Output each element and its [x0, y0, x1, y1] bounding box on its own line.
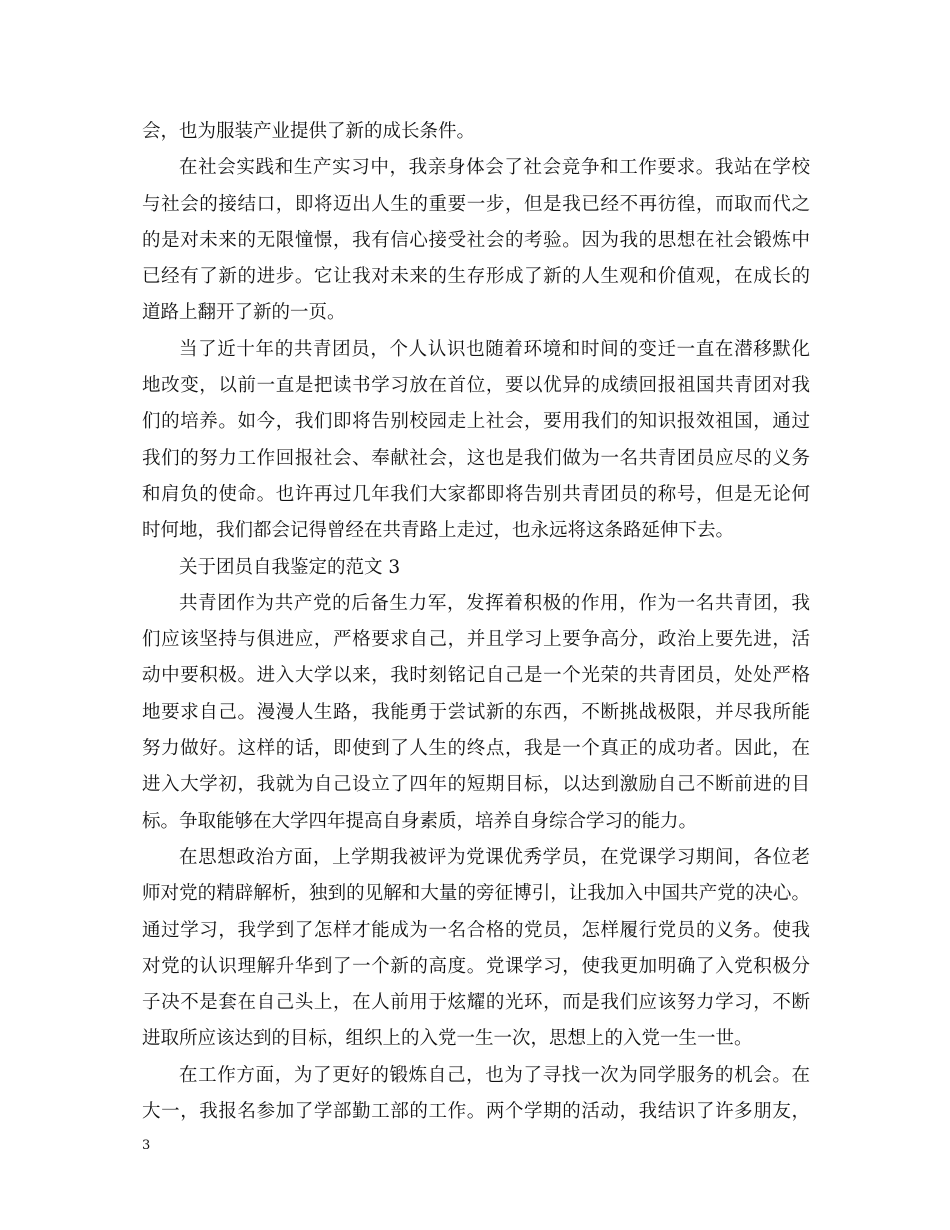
text-line: 的是对未来的无限憧憬，我有信心接受社会的考验。因为我的思想在社会锻炼中 — [142, 229, 810, 251]
paragraph-first-line: 共青团作为共产党的后备生力军，发挥着积极的作用，作为一名共青团，我 — [179, 592, 810, 614]
text-line: 地改变，以前一直是把读书学习放在首位，要以优异的成绩回报祖国共青团对我 — [142, 375, 810, 397]
text-line: 努力做好。这样的话，即使到了人生的终点，我是一个真正的成功者。因此，在 — [142, 738, 810, 760]
paragraph-first-line: 关于团员自我鉴定的范文 3 — [179, 556, 401, 578]
text-line: 通过学习，我学到了怎样才能成为一名合格的党员，怎样履行党员的义务。使我 — [142, 919, 810, 941]
page-number: 3 — [142, 1138, 151, 1153]
paragraph-first-line: 在社会实践和生产实习中，我亲身体会了社会竞争和工作要求。我站在学校 — [179, 157, 810, 179]
text-line: 子决不是套在自己头上，在人前用于炫耀的光环，而是我们应该努力学习，不断 — [142, 992, 810, 1014]
document-body — [142, 114, 810, 1130]
text-line: 我们的努力工作回报社会、奉献社会，这也是我们做为一名共青团员应尽的义务 — [142, 447, 810, 469]
text-line: 会，也为服装产业提供了新的成长条件。 — [142, 121, 476, 142]
text-line: 动中要积极。进入大学以来，我时刻铭记自己是一个光荣的共青团员，处处严格 — [142, 665, 810, 687]
text-line: 已经有了新的进步。它让我对未来的生存形成了新的人生观和价值观，在成长的 — [142, 266, 810, 288]
text-line: 们应该坚持与俱进应，严格要求自己，并且学习上要争高分，政治上要先进，活 — [142, 629, 810, 651]
text-line: 与社会的接结口，即将迈出人生的重要一步，但是我已经不再彷徨，而取而代之 — [142, 193, 810, 215]
text-line: 标。争取能够在大学四年提高自身素质，培养自身综合学习的能力。 — [142, 810, 698, 832]
text-line: 道路上翻开了新的一页。 — [142, 302, 346, 324]
text-line: 和肩负的使命。也许再过几年我们大家都即将告别共青团员的称号，但是无论何 — [142, 483, 810, 505]
text-line: 们的培养。如今，我们即将告别校园走上社会，要用我们的知识报效祖国，通过 — [142, 411, 810, 433]
paragraph-first-line: 当了近十年的共青团员，个人认识也随着环境和时间的变迁一直在潜移默化 — [179, 338, 810, 360]
paragraph-first-line: 在工作方面，为了更好的锻炼自己，也为了寻找一次为同学服务的机会。在 — [179, 1064, 810, 1086]
text-line: 地要求自己。漫漫人生路，我能勇于尝试新的东西，不断挑战极限，并尽我所能 — [142, 701, 810, 723]
text-line: 大一，我报名参加了学部勤工部的工作。两个学期的活动，我结识了许多朋友， — [142, 1101, 810, 1123]
text-line: 时何地，我们都会记得曾经在共青路上走过，也永远将这条路延伸下去。 — [142, 520, 735, 542]
text-line: 师对党的精辟解析，独到的见解和大量的旁征博引，让我加入中国共产党的决心。 — [142, 883, 810, 905]
paragraph-first-line: 在思想政治方面，上学期我被评为党课优秀学员，在党课学习期间，各位老 — [179, 846, 810, 868]
text-line: 进入大学初，我就为自己设立了四年的短期目标，以达到激励自己不断前进的目 — [142, 774, 810, 796]
text-line: 进取所应该达到的目标，组织上的入党一生一次，思想上的入党一生一世。 — [142, 1028, 753, 1050]
text-line: 对党的认识理解升华到了一个新的高度。党课学习，使我更加明确了入党积极分 — [142, 955, 810, 977]
